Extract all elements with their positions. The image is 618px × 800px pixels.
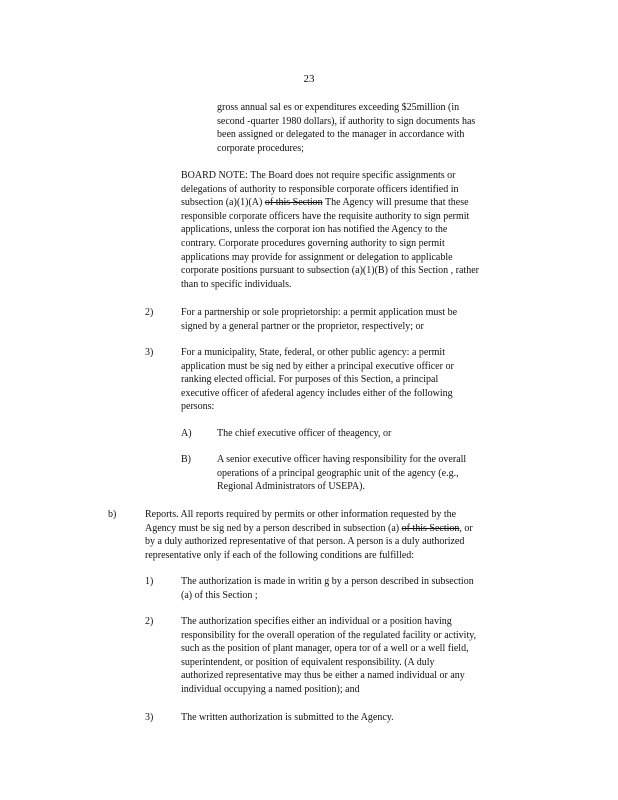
item-marker: 2) [145, 307, 154, 318]
section-marker: b) [108, 509, 117, 520]
text-line: application must be sig ned by either a principal executive officer or [181, 360, 454, 372]
text-line: operations of a principal geographic unit of the agency (e.g., [217, 467, 459, 479]
item-3-text [181, 346, 454, 414]
text-line: persons: [181, 401, 215, 413]
text-line: ranking elected official. For purposes of this Section, a principal [181, 374, 439, 386]
text-line: second -quarter 1980 dollars), if authority to sign documents has [217, 115, 476, 127]
text-line [145, 522, 473, 536]
text-line: For a partnership or sole proprietorship: a permit application must be [181, 307, 458, 318]
subitem-a-text [217, 427, 391, 441]
text-line: The authorization specifies either an individual or a position having [181, 616, 452, 627]
text-line: contrary. Corporate procedures governing authority to sign permit [181, 237, 445, 249]
text-line: (a) of this Section ; [181, 589, 258, 601]
text-line: The chief executive officer of theagency, or [217, 428, 392, 439]
item-2-text [181, 306, 457, 333]
text-line: For a municipality, State, federal, or other public agency: a permit [181, 347, 445, 358]
text-segment: Agency must be sig ned by a person described in subsection (a) [145, 522, 402, 534]
condition-2-text [181, 615, 476, 697]
text-line: responsible corporate officers have the requisite authority to sign permit [181, 210, 470, 222]
item-marker: 3) [145, 712, 154, 723]
text-line: BOARD NOTE: The Board does not require specific assignments or [181, 170, 456, 181]
struck-text: of this Section [401, 522, 460, 534]
text-line: such as the position of plant manager, opera tor of a well or a well field, [181, 643, 469, 655]
board-note [181, 169, 479, 291]
continued-clause [217, 101, 475, 155]
text-line: corporate procedures; [217, 142, 304, 154]
text-line: signed by a general partner or the proprietor, respectively; or [181, 320, 424, 332]
condition-1-text [181, 575, 474, 602]
text-segment: subsection (a)(1)(A) [181, 197, 265, 209]
text-line: representative only if each of the following conditions are fulfilled: [145, 549, 415, 561]
text-line: delegations of authority to responsible corporate officers identified in [181, 183, 459, 195]
text-line: A senior executive officer having responsibility for the overall [217, 454, 467, 465]
text-segment: , or [459, 522, 473, 534]
subitem-b-text [217, 453, 466, 494]
text-segment: The Agency will presume that these [322, 197, 469, 209]
text-line: than to specific individuals. [181, 278, 292, 290]
text-line: authorized representative may thus be either a named individual or any [181, 670, 465, 682]
text-line: The authorization is made in writin g by a person described in subsection [181, 576, 474, 587]
subitem-marker: B) [181, 454, 191, 465]
text-line [181, 196, 479, 210]
page-number: 23 [303, 73, 315, 85]
subitem-marker: A) [181, 428, 192, 439]
text-line: executive officer of afederal agency includes either of the following [181, 387, 453, 399]
text-line: by a duly authorized representative of that person. A person is a duly authorized [145, 536, 465, 548]
text-line: corporate positions pursuant to subsection (a)(1)(B) of this Section , rather [181, 265, 479, 277]
item-marker: 3) [145, 347, 154, 358]
item-marker: 1) [145, 576, 154, 587]
text-line: Regional Administrators of USEPA). [217, 481, 365, 493]
text-line: applications may provide for assignment or delegation to applicable [181, 251, 453, 263]
text-line: superintendent, or position of equivalent responsibility. (A duly [181, 656, 435, 668]
text-line: applications, unless the corporat ion has notified the Agency to the [181, 224, 448, 236]
text-line: responsibility for the overall operation of the regulated facility or activity, [181, 629, 477, 641]
text-line: Reports. All reports required by permits or other information requested by the [145, 509, 457, 520]
struck-text: of this Section [264, 197, 323, 209]
text-line: The written authorization is submitted to the Agency. [181, 712, 394, 723]
item-marker: 2) [145, 616, 154, 627]
reports-paragraph [145, 508, 473, 562]
condition-3-text [181, 711, 394, 725]
text-line: gross annual sal es or expenditures exceeding $25million (in [217, 102, 460, 113]
text-line: been assigned or delegated to the manager in accordance with [217, 129, 465, 141]
text-line: individual occupying a named position); and [181, 683, 360, 695]
